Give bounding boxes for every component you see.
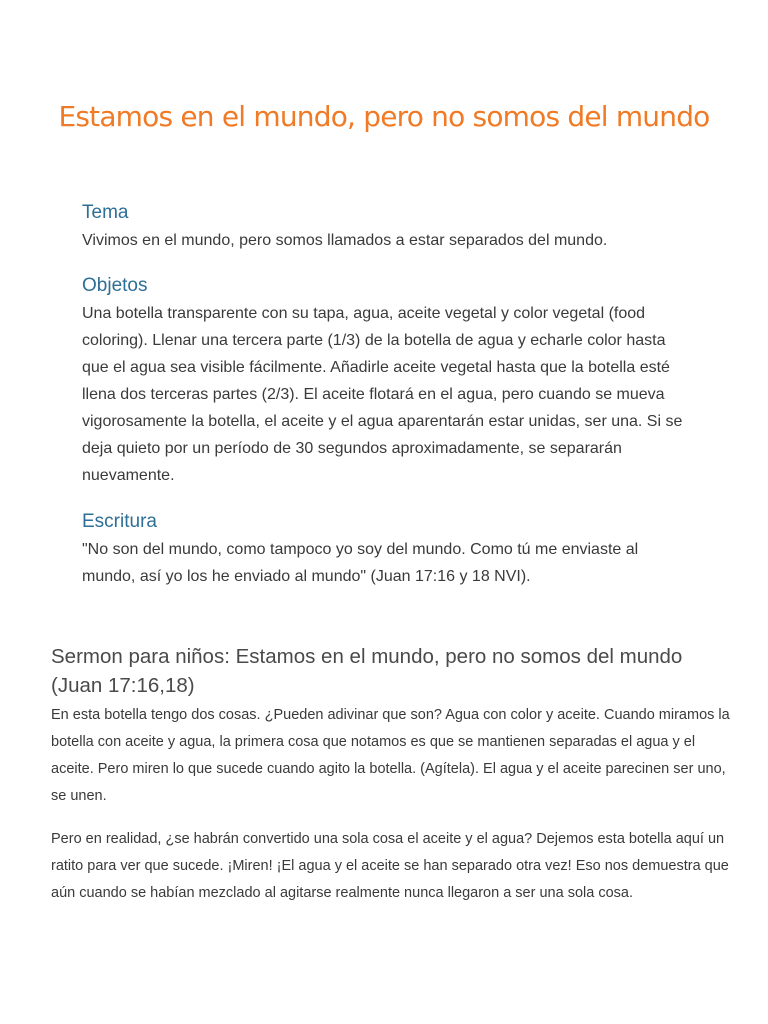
objetos-heading: Objetos bbox=[82, 275, 148, 296]
section-objetos bbox=[82, 274, 692, 489]
escritura-heading: Escritura bbox=[82, 511, 157, 532]
sermon-section bbox=[51, 642, 731, 907]
sermon-heading: Sermon para niños: Estamos en el mundo, pero no somos del mundo (Juan 17:16,18) bbox=[51, 645, 683, 697]
page-title: Estamos en el mundo, pero no somos del mundo bbox=[58, 100, 710, 133]
sermon-paragraph-2: Pero en realidad, ¿se habrán convertido una sola cosa el aceite y el agua? Dejemos esta botella aquí un ratito para ver que sucede. ¡Miren! ¡El agua y el aceite se han separado otra vez! Eso nos demuestra que aún cuando se habían mezclado al agitarse realmente nunca llegaron a ser una sola cosa. bbox=[51, 831, 729, 901]
section-tema bbox=[82, 201, 692, 254]
tema-body: Vivimos en el mundo, pero somos llamados a estar separados del mundo. bbox=[82, 232, 608, 249]
sermon-paragraph-1: En esta botella tengo dos cosas. ¿Pueden adivinar que son? Agua con color y aceite. Cuando miramos la botella con aceite y agua, la primera cosa que notamos es que se mantienen separadas el agua y el aceite. Pero miren lo que sucede cuando agito la botella. (Agítela). El agua y el aceite parecinen ser uno, se unen. bbox=[51, 707, 730, 804]
escritura-body: "No son del mundo, como tampoco yo soy del mundo. Como tú me enviaste al mundo, así yo los he enviado al mundo" (Juan 17:16 y 18 NVI). bbox=[82, 541, 639, 585]
objetos-body: Una botella transparente con su tapa, agua, aceite vegetal y color vegetal (food coloring). Llenar una tercera parte (1/3) de la botella de agua y echarle color hasta que el agua sea visible fácilmente. Añadirle aceite vegetal hasta que la botella esté llena dos terceras partes (2/3). El aceite flotará en el agua, pero cuando se mueva vigorosamente la botella, el aceite y el agua aparentarán estar unidas, ser una. Si se deja quieto por un período de 30 segundos aproximadamente, se separarán nuevamente. bbox=[82, 305, 683, 484]
tema-heading: Tema bbox=[82, 202, 129, 223]
section-escritura bbox=[82, 510, 692, 590]
